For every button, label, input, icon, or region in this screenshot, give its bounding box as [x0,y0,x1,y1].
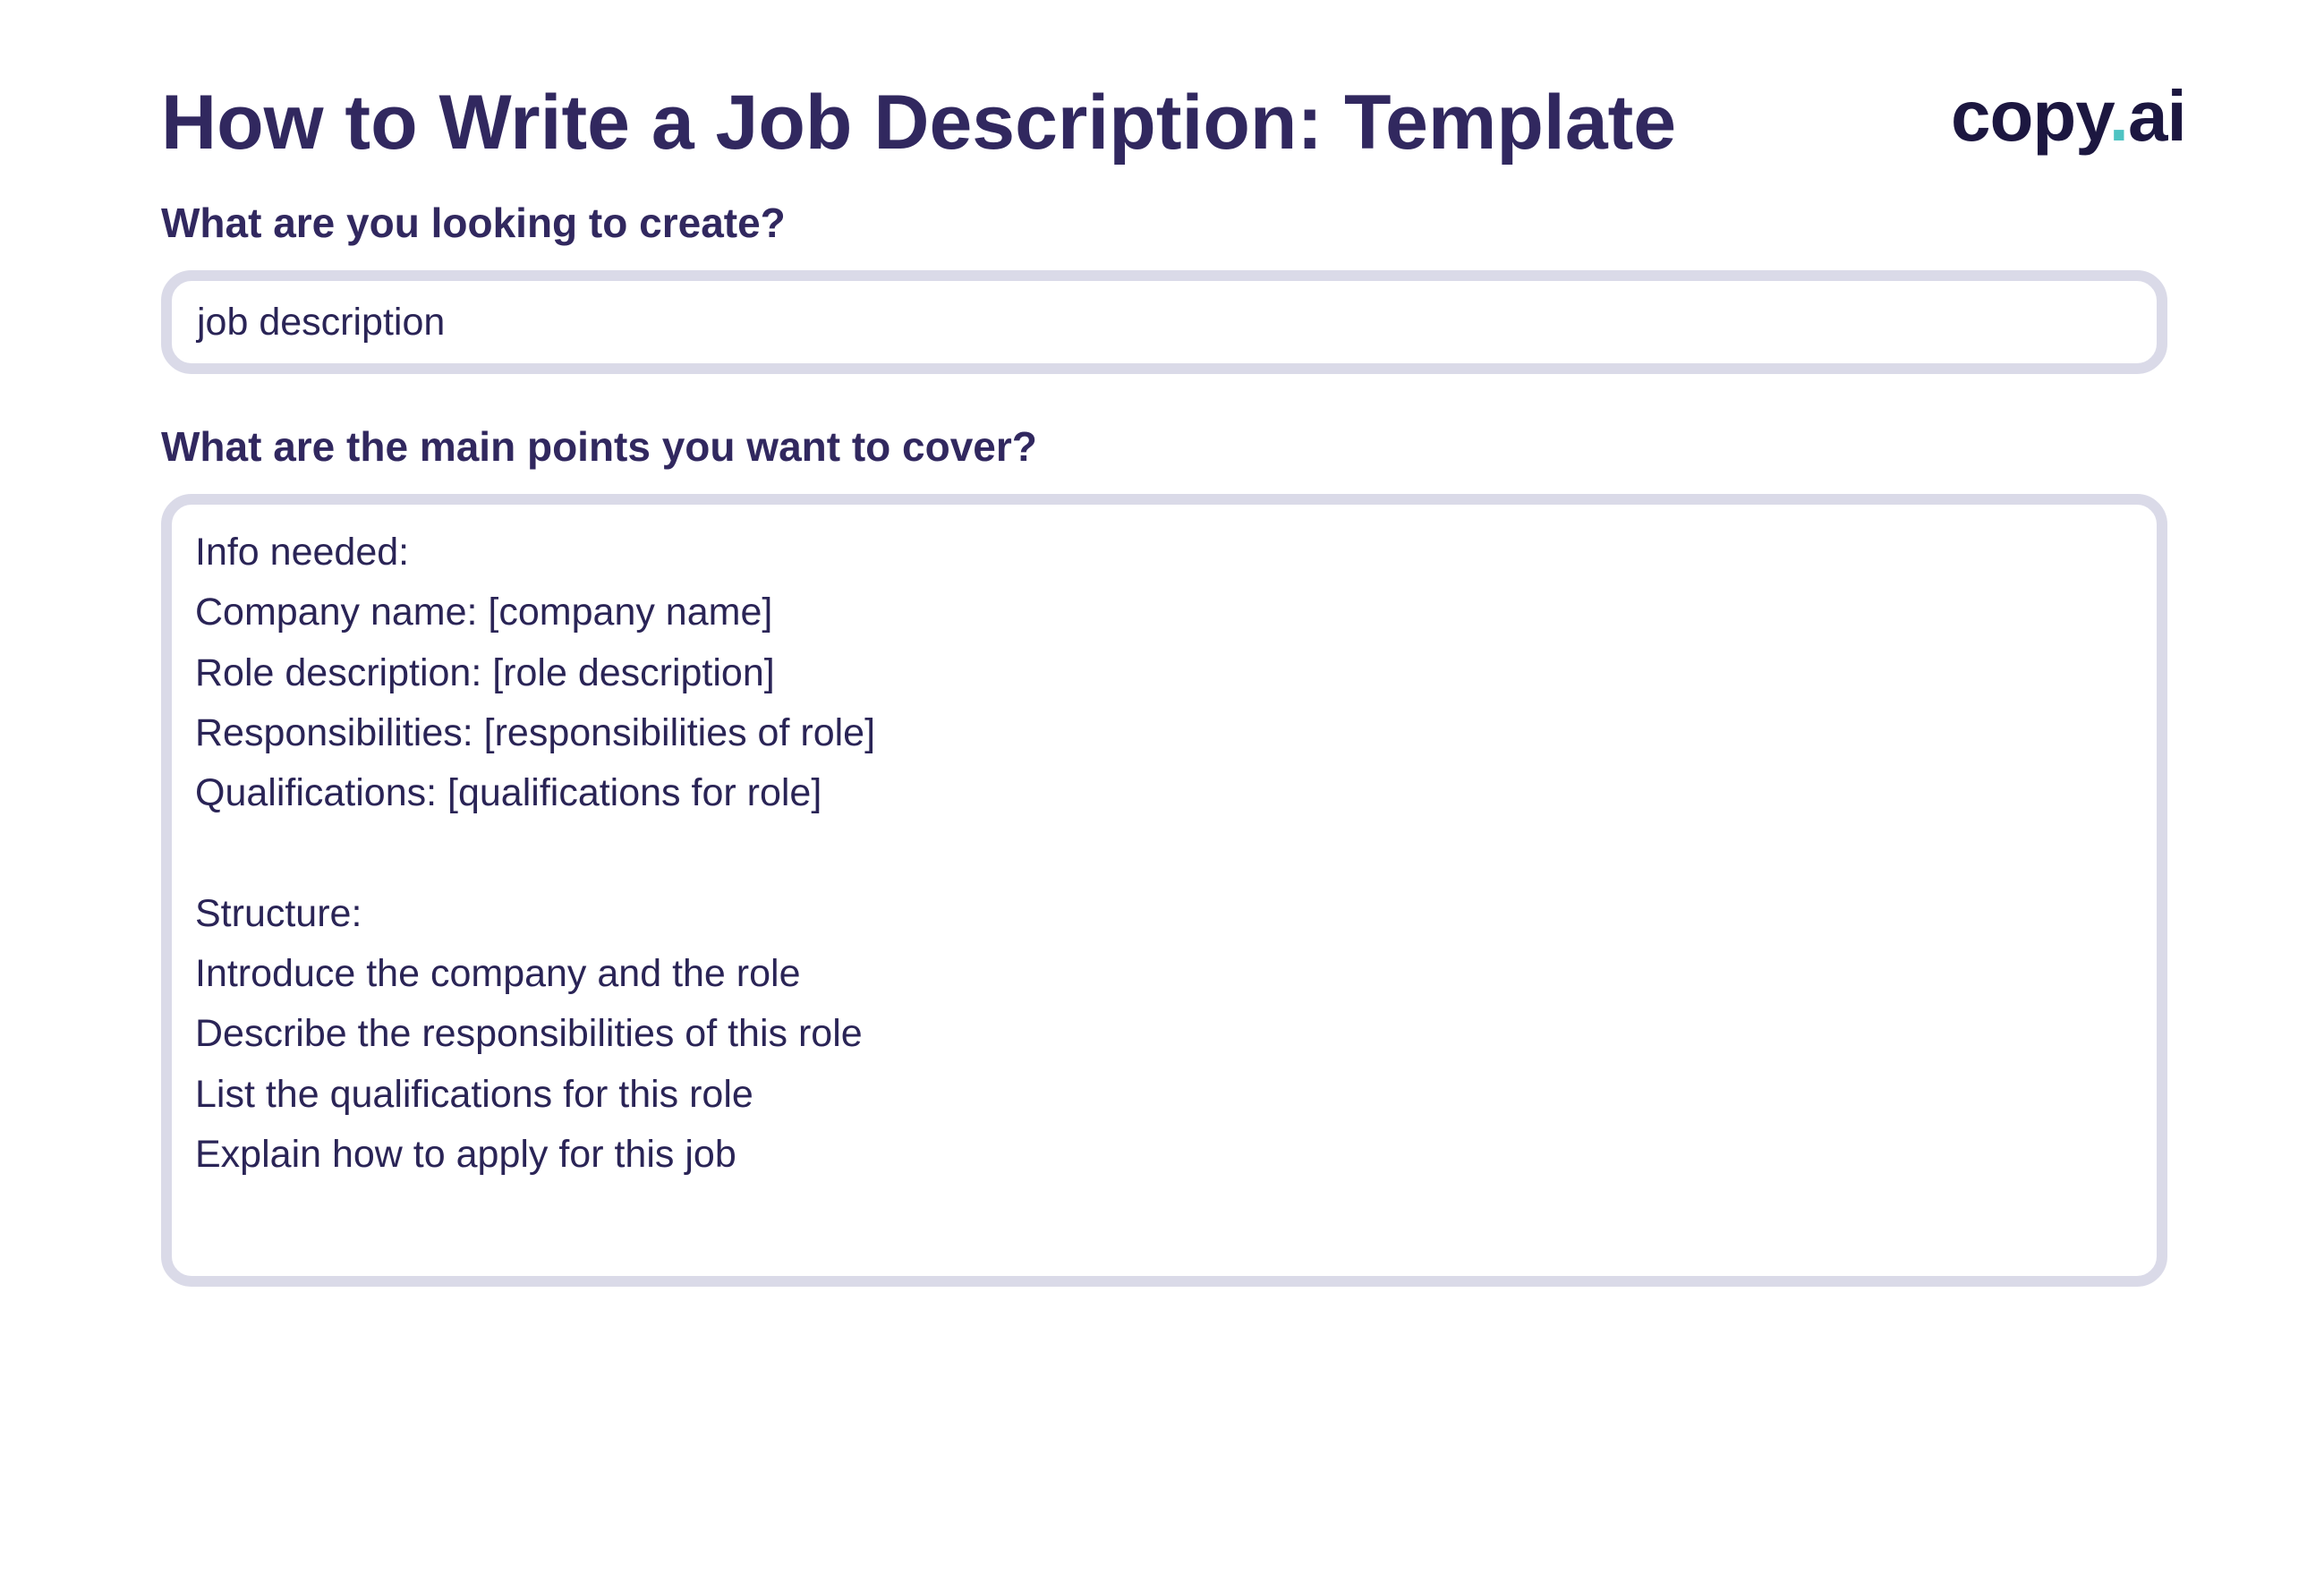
question-main-points-label: What are the main points you want to cover? [161,423,1037,470]
textarea-line: Introduce the company and the role [195,952,801,996]
textarea-line: Describe the responsibilities of this role [195,1012,863,1056]
main-points-textarea[interactable] [161,494,2167,1287]
logo-text-ai: ai [2128,76,2186,156]
textarea-line: Explain how to apply for this job [195,1132,736,1176]
create-input[interactable] [161,270,2167,374]
main-points-lines [195,523,875,1185]
question-create-label: What are you looking to create? [161,200,786,246]
create-input-value: job description [197,301,446,344]
textarea-line: Info needed: [195,531,410,574]
textarea-line: Qualifications: [qualifications for role] [195,771,822,815]
textarea-line: List the qualifications for this role [195,1072,753,1116]
logo-text-copy: copy [1951,76,2109,156]
logo-dot: . [2108,76,2129,156]
textarea-line [195,823,875,883]
copy-ai-logo [1951,75,2186,157]
page-title: How to Write a Job Description: Template [161,80,1677,166]
textarea-line: Responsibilities: [responsibilities of role] [195,710,876,754]
textarea-line: Company name: [company name] [195,591,773,634]
textarea-line: Structure: [195,891,362,935]
textarea-line: Role description: [role description] [195,651,775,694]
